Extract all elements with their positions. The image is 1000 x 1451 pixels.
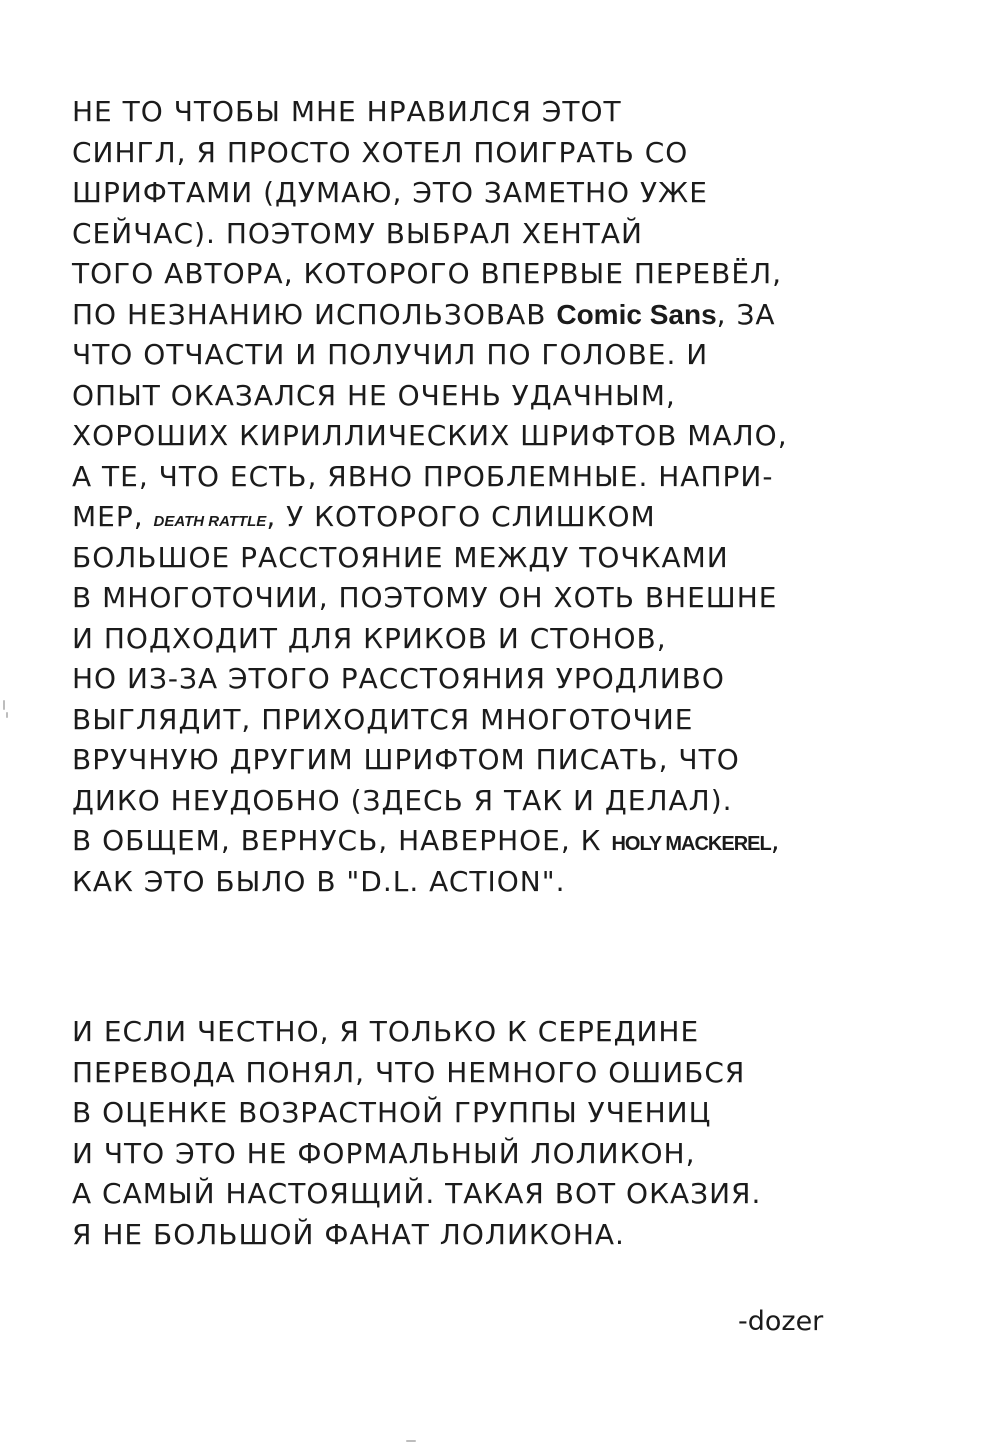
line-text: ТОГО АВТОРА, КОТОРОГО ВПЕРВЫЕ ПЕРЕВЁЛ, [72,257,783,290]
scan-speck [6,712,8,718]
text-line [72,781,972,822]
text-line [72,740,972,781]
line-text: И ЧТО ЭТО НЕ ФОРМАЛЬНЫЙ ЛОЛИКОН, [72,1136,696,1170]
text-line [72,1134,972,1175]
text-line [72,659,972,700]
text-line [72,416,972,457]
text-line [72,619,972,660]
line-text: В ОЦЕНКЕ ВОЗРАСТНОЙ ГРУППЫ УЧЕНИЦ [72,1096,712,1129]
text-line [72,821,972,862]
line-text: , У КОТОРОГО СЛИШКОМ [266,500,656,533]
text-line [72,214,972,255]
line-text: НО ИЗ-ЗА ЭТОГО РАССТОЯНИЯ УРОДЛИВО [72,662,725,695]
line-text: ХОРОШИХ КИРИЛЛИЧЕСКИХ ШРИФТОВ МАЛО, [72,419,788,452]
line-text: И ЕСЛИ ЧЕСТНО, Я ТОЛЬКО К СЕРЕДИНЕ [72,1015,700,1048]
paragraph-1 [72,92,972,902]
text-line [72,457,972,498]
font-name-comic-sans: Comic Sans [556,298,717,330]
line-text: МЕР, [72,500,154,533]
line-text: КАК ЭТО БЫЛО В "D.L. ACTION". [72,864,566,898]
line-text: Я НЕ БОЛЬШОЙ ФАНАТ ЛОЛИКОНА. [72,1217,625,1251]
line-text: ВРУЧНУЮ ДРУГИМ ШРИФТОМ ПИСАТЬ, ЧТО [72,743,740,776]
line-text: А САМЫЙ НАСТОЯЩИЙ. ТАКАЯ ВОТ ОКАЗИЯ. [72,1177,762,1210]
font-name-death-rattle: DEATH RATTLE [153,513,267,530]
author-signature: -dozer [738,1306,824,1337]
line-text: ШРИФТАМИ (ДУМАЮ, ЭТО ЗАМЕТНО УЖЕ [72,176,708,209]
line-text: И ПОДХОДИТ ДЛЯ КРИКОВ И СТОНОВ, [72,621,667,655]
text-line [72,538,972,579]
text-line [72,376,972,417]
text-line [72,578,972,619]
text-line [72,295,972,336]
line-text: ВЫГЛЯДИТ, ПРИХОДИТСЯ МНОГОТОЧИЕ [72,702,694,736]
line-text: А ТЕ, ЧТО ЕСТЬ, ЯВНО ПРОБЛЕМНЫЕ. НАПРИ- [72,459,774,493]
line-text: , [770,824,781,857]
line-text: ПО НЕЗНАНИЮ ИСПОЛЬЗОВАВ [72,297,557,331]
text-line [72,133,972,174]
line-text: В ОБЩЕМ, ВЕРНУСЬ, НАВЕРНОЕ, К [72,824,612,857]
text-line [72,173,972,214]
scan-speck [406,1440,416,1442]
text-line [72,254,972,295]
line-text: СЕЙЧАС). ПОЭТОМУ ВЫБРАЛ ХЕНТАЙ [72,216,643,250]
line-text: ОПЫТ ОКАЗАЛСЯ НЕ ОЧЕНЬ УДАЧНЫМ, [72,378,676,412]
line-text: ЧТО ОТЧАСТИ И ПОЛУЧИЛ ПО ГОЛОВЕ. И [72,338,709,371]
scan-speck [3,700,5,710]
text-line [72,92,972,133]
font-name-holy-mackerel: HOLY MACKEREL [611,833,771,855]
text-line [72,862,972,903]
text-line [72,1215,972,1256]
text-line [72,1174,972,1215]
text-line [72,1093,972,1134]
text-line [72,700,972,741]
text-line [72,497,972,538]
line-text: СИНГЛ, Я ПРОСТО ХОТЕЛ ПОИГРАТЬ СО [72,135,689,169]
line-text: НЕ ТО ЧТОБЫ МНЕ НРАВИЛСЯ ЭТОТ [72,95,622,128]
text-line [72,1053,972,1094]
line-text: БОЛЬШОЕ РАССТОЯНИЕ МЕЖДУ ТОЧКАМИ [72,540,729,574]
line-text: ПЕРЕВОДА ПОНЯЛ, ЧТО НЕМНОГО ОШИБСЯ [72,1055,746,1089]
line-text: ДИКО НЕУДОБНО (ЗДЕСЬ Я ТАК И ДЕЛАЛ). [72,783,733,817]
line-text: , ЗА [716,297,776,331]
text-line [72,335,972,376]
line-text: В МНОГОТОЧИИ, ПОЭТОМУ ОН ХОТЬ ВНЕШНЕ [72,581,778,614]
paragraph-2 [72,1012,972,1255]
text-line [72,1012,972,1053]
